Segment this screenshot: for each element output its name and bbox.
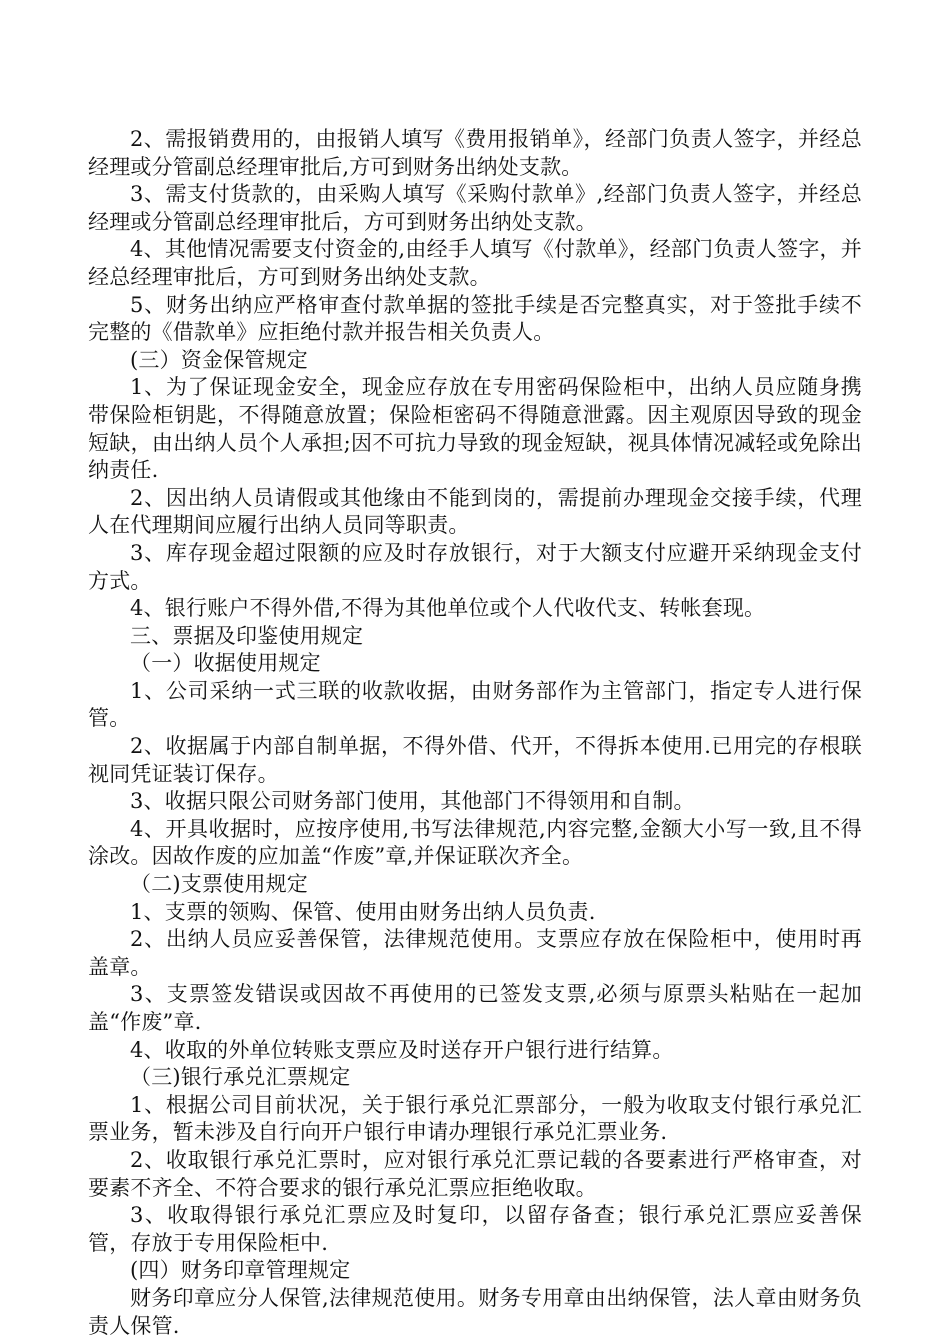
paragraph-reimbursement: 2、需报销费用的，由报销人填写《费用报销单》，经部门负责人签字，并经总经理或分管副总经理审批后,方可到财务出纳处支款。 bbox=[88, 127, 862, 179]
section-heading-fund-custody: (三）资金保管规定 bbox=[130, 347, 308, 372]
paragraph-receipt-2: 2、收据属于内部自制单据，不得外借、代开，不得拆本使用.已用完的存根联视同凭证装订保存。 bbox=[88, 734, 862, 786]
paragraph-check-1: 1、支票的领购、保管、使用由财务出纳人员负责. bbox=[130, 899, 596, 924]
paragraph-cashier-review: 5、财务出纳应严格审查付款单据的签批手续是否完整真实，对于签批手续不完整的《借款单》应拒绝付款并报告相关负责人。 bbox=[88, 292, 862, 345]
document-body bbox=[88, 126, 862, 1340]
paragraph-acceptance-1: 1、根据公司目前状况，关于银行承兑汇票部分，一般为收取支付银行承兑汇票业务，暂未涉及自行向开户银行申请办理银行承兑汇票业务. bbox=[88, 1092, 862, 1145]
paragraph-seals: 财务印章应分人保管,法律规范使用。财务专用章由出纳保管，法人章由财务负责人保管. bbox=[88, 1285, 862, 1338]
paragraph-goods-payment: 3、需支付货款的，由采购人填写《采购付款单》,经部门负责人签字，并经总经理或分管副总经理审批后，方可到财务出纳处支款。 bbox=[88, 182, 862, 234]
paragraph-receipt-3: 3、收据只限公司财务部门使用，其他部门不得领用和自制。 bbox=[130, 789, 695, 814]
paragraph-other-payment: 4、其他情况需要支付资金的,由经手人填写《付款单》，经部门负责人签字，并经总经理审批后，方可到财务出纳处支款。 bbox=[88, 237, 862, 289]
paragraph-receipt-4: 4、开具收据时，应按序使用,书写法律规范,内容完整,金额大小写一致,且不得涂改。因故作废的应加盖“作废”章,并保证联次齐全。 bbox=[88, 816, 862, 869]
paragraph-check-2: 2、出纳人员应妥善保管，法律规范使用。支票应存放在保险柜中，使用时再盖章。 bbox=[88, 927, 862, 979]
section-heading-bills-seals: 三、票据及印鉴使用规定 bbox=[130, 623, 364, 648]
subsection-heading-acceptance-bills: （三)银行承兑汇票规定 bbox=[130, 1065, 351, 1090]
paragraph-check-4: 4、收取的外单位转账支票应及时送存开户银行进行结算。 bbox=[130, 1037, 674, 1062]
paragraph-acceptance-2: 2、收取银行承兑汇票时，应对银行承兑汇票记载的各要素进行严格审查，对要素不齐全、不符合要求的银行承兑汇票应拒绝收取。 bbox=[88, 1147, 862, 1200]
paragraph-cash-limit: 3、库存现金超过限额的应及时存放银行，对于大额支付应避开采纳现金支付方式。 bbox=[88, 540, 862, 593]
paragraph-bank-account: 4、银行账户不得外借,不得为其他单位或个人代收代支、转帐套现。 bbox=[130, 596, 766, 621]
paragraph-check-3: 3、支票签发错误或因故不再使用的已签发支票,必须与原票头粘贴在一起加盖“作废”章. bbox=[88, 982, 862, 1034]
subsection-heading-receipts: （一）收据使用规定 bbox=[130, 651, 321, 676]
paragraph-acceptance-3: 3、收取得银行承兑汇票应及时复印，以留存备查；银行承兑汇票应妥善保管，存放于专用保险柜中. bbox=[88, 1203, 862, 1255]
paragraph-cash-safety: 1、为了保证现金安全，现金应存放在专用密码保险柜中，出纳人员应随身携带保险柜钥匙，不得随意放置；保险柜密码不得随意泄露。因主观原因导致的现金短缺，由出纳人员个人承担;因不可抗力导致的现金短缺，视具体情况减轻或免除出纳责任. bbox=[88, 375, 862, 483]
subsection-heading-seals: (四）财务印章管理规定 bbox=[130, 1258, 351, 1283]
paragraph-receipt-1: 1、公司采纳一式三联的收款收据，由财务部作为主管部门，指定专人进行保管。 bbox=[88, 678, 862, 731]
subsection-heading-checks: （二)支票使用规定 bbox=[130, 872, 308, 897]
paragraph-cash-handover: 2、因出纳人员请假或其他缘由不能到岗的，需提前办理现金交接手续，代理人在代理期间应履行出纳人员同等职责。 bbox=[88, 485, 862, 538]
